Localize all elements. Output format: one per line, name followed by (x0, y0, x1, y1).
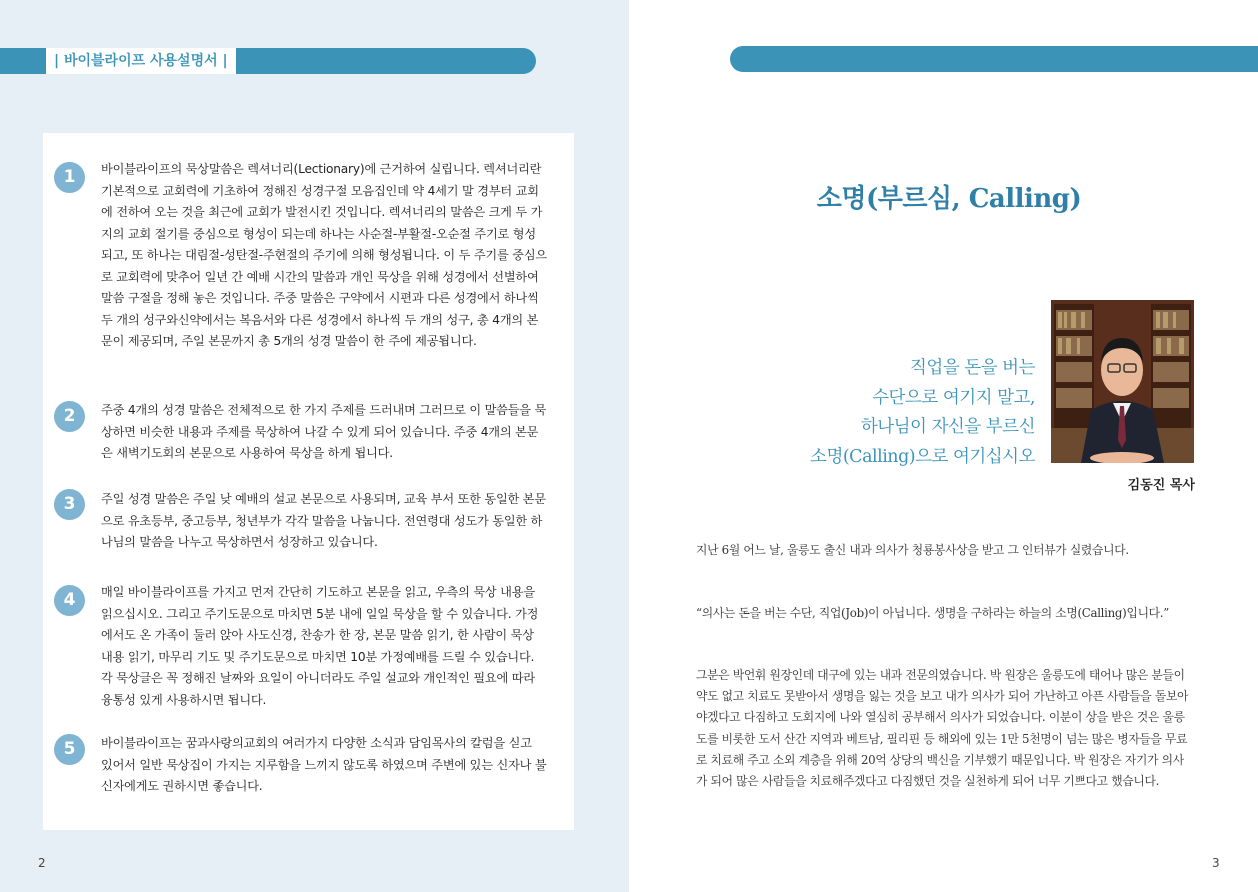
number-badge: 5 (54, 734, 85, 765)
header-label: | 바이블라이프 사용설명서 | (46, 48, 236, 74)
item-text: 바이블라이프의 묵상말씀은 렉셔너리(Lectionary)에 근거하여 실립니다. 렉셔너리란 기본적으로 교회력에 기초하여 정해진 성경구절 모음집인데 약 4세기 말 경부터 교회에 전하여 오는 것을 최근에 교회가 발전시킨 것입니다. 렉셔너리의 말씀은 크게 두 가지의 교회 절기를 중심으로 형성이 되는데 하나는 사순절-부활절-오순절 주기로 형성되고, 또 하나는 대림절-성탄절-주현절의 주기에 의해 형성됩니다. 이 두 주기를 중심으로 교회력에 맞추어 일년 간 예배 시간의 말씀과 개인 묵상을 위해 성경에서 선별하여 말씀 구절을 정해 놓은 것입니다. 주중 말씀은 구약에서 시편과 다른 성경에서 하나씩 두 개의 성구와신약에서는 복음서와 다른 성경에서 하나씩 두 개의 성구, 총 4개의 본문이 제공되며, 주일 본문까지 총 5개의 성경 말씀이 한 주에 제공됩니다. (101, 162, 547, 348)
quote-line: 직업을 돈을 버는 (910, 358, 1035, 378)
quote-line: 소명(Calling)으로 여기십시오 (810, 446, 1035, 467)
item-text: 매일 바이블라이프를 가지고 먼저 간단히 기도하고 본문을 읽고, 우측의 묵상 내용을 읽으십시오. 그리고 주기도문으로 마치면 5분 내에 일일 묵상을 할 수 있습니다. 가정에서도 온 가족이 둘러 앉아 사도신경, 찬송가 한 장, 본문 말씀 읽기, 한 사람이 묵상 내용 읽기, 마무리 기도 및 주기도문으로 마치면 10분 가정예배를 드릴 수 있습니다. 각 묵상글은 꼭 정해진 날짜와 요일이 아니더라도 주일 설교와 개인적인 필요에 따라 융통성 있게 사용하시면 됩니다. (101, 585, 539, 707)
article-paragraph: 그분은 박언휘 원장인데 대구에 있는 내과 전문의였습니다. 박 원장은 울릉도에 태어나 많은 분들이 약도 없고 치료도 못받아서 생명을 잃는 것을 보고 내가 의사가 되어 가난하고 아픈 사람들을 돌보아야겠다고 다짐하고 도회지에 나와 열심히 공부해서 의사가 되었습니다. 이분이 상을 받은 것은 울릉도를 비롯한 도서 산간 지역과 베트남, 필리핀 등 해외에 있는 1만 5천명이 넘는 많은 병자들을 무료로 치료해 주고 소외 계층을 위해 20억 상당의 백신을 기부했기 때문입니다. 박 원장은 자기가 의사가 되어 많은 사람들을 치료해주겠다고 다짐했던 것을 실천하게 되어 너무 기쁘다고 했습니다. (696, 668, 1189, 789)
page-number: 3 (1212, 856, 1220, 870)
number-badge: 4 (54, 585, 85, 616)
quote-line: 수단으로 여기지 말고, (872, 387, 1035, 408)
number-badge: 3 (54, 489, 85, 520)
header-banner (0, 48, 536, 74)
quote-line: 하나님이 자신을 부르신 (860, 417, 1035, 437)
header-banner (730, 46, 1258, 72)
pull-quote (749, 354, 1035, 472)
right-page (629, 0, 1258, 892)
author-name: 김동진 목사 (1127, 478, 1195, 493)
item-text: 바이블라이프는 꿈과사랑의교회의 여러가지 다양한 소식과 담임목사의 칼럼을 싣고 있어서 일반 묵상집이 가지는 지루함을 느끼지 않도록 하였으며 주변에 있는 신자나 불신자에게도 권하시면 좋습니다. (101, 736, 547, 793)
page-number: 2 (38, 856, 46, 870)
article-title: 소명(부르심, Calling) (816, 184, 1082, 214)
item-text: 주일 성경 말씀은 주일 낮 예배의 설교 본문으로 사용되며, 교육 부서 또한 동일한 본문으로 유초등부, 중고등부, 청년부가 각각 말씀을 나눕니다. 전연령대 성도가 동일한 하나님의 말씀을 나누고 묵상하면서 성장하고 있습니다. (101, 492, 546, 549)
item-text: 주중 4개의 성경 말씀은 전체적으로 한 가지 주제를 드러내며 그러므로 이 말씀들을 묵상하면 비슷한 내용과 주제를 묵상하여 나갈 수 있게 되어 있습니다. 주중 4개의 본문은 새벽기도회의 본문으로 사용하여 묵상을 하게 됩니다. (101, 403, 547, 460)
instructions-card (43, 133, 574, 830)
number-badge: 2 (54, 401, 85, 432)
number-badge: 1 (54, 162, 85, 193)
author-photo (1051, 300, 1194, 463)
article-paragraph: “의사는 돈을 버는 수단, 직업(Job)이 아닙니다. 생명을 구하라는 하늘의 소명(Calling)입니다.” (696, 606, 1169, 620)
article-paragraph: 지난 6월 어느 날, 울릉도 출신 내과 의사가 청룡봉사상을 받고 그 인터뷰가 실렸습니다. (696, 543, 1129, 557)
